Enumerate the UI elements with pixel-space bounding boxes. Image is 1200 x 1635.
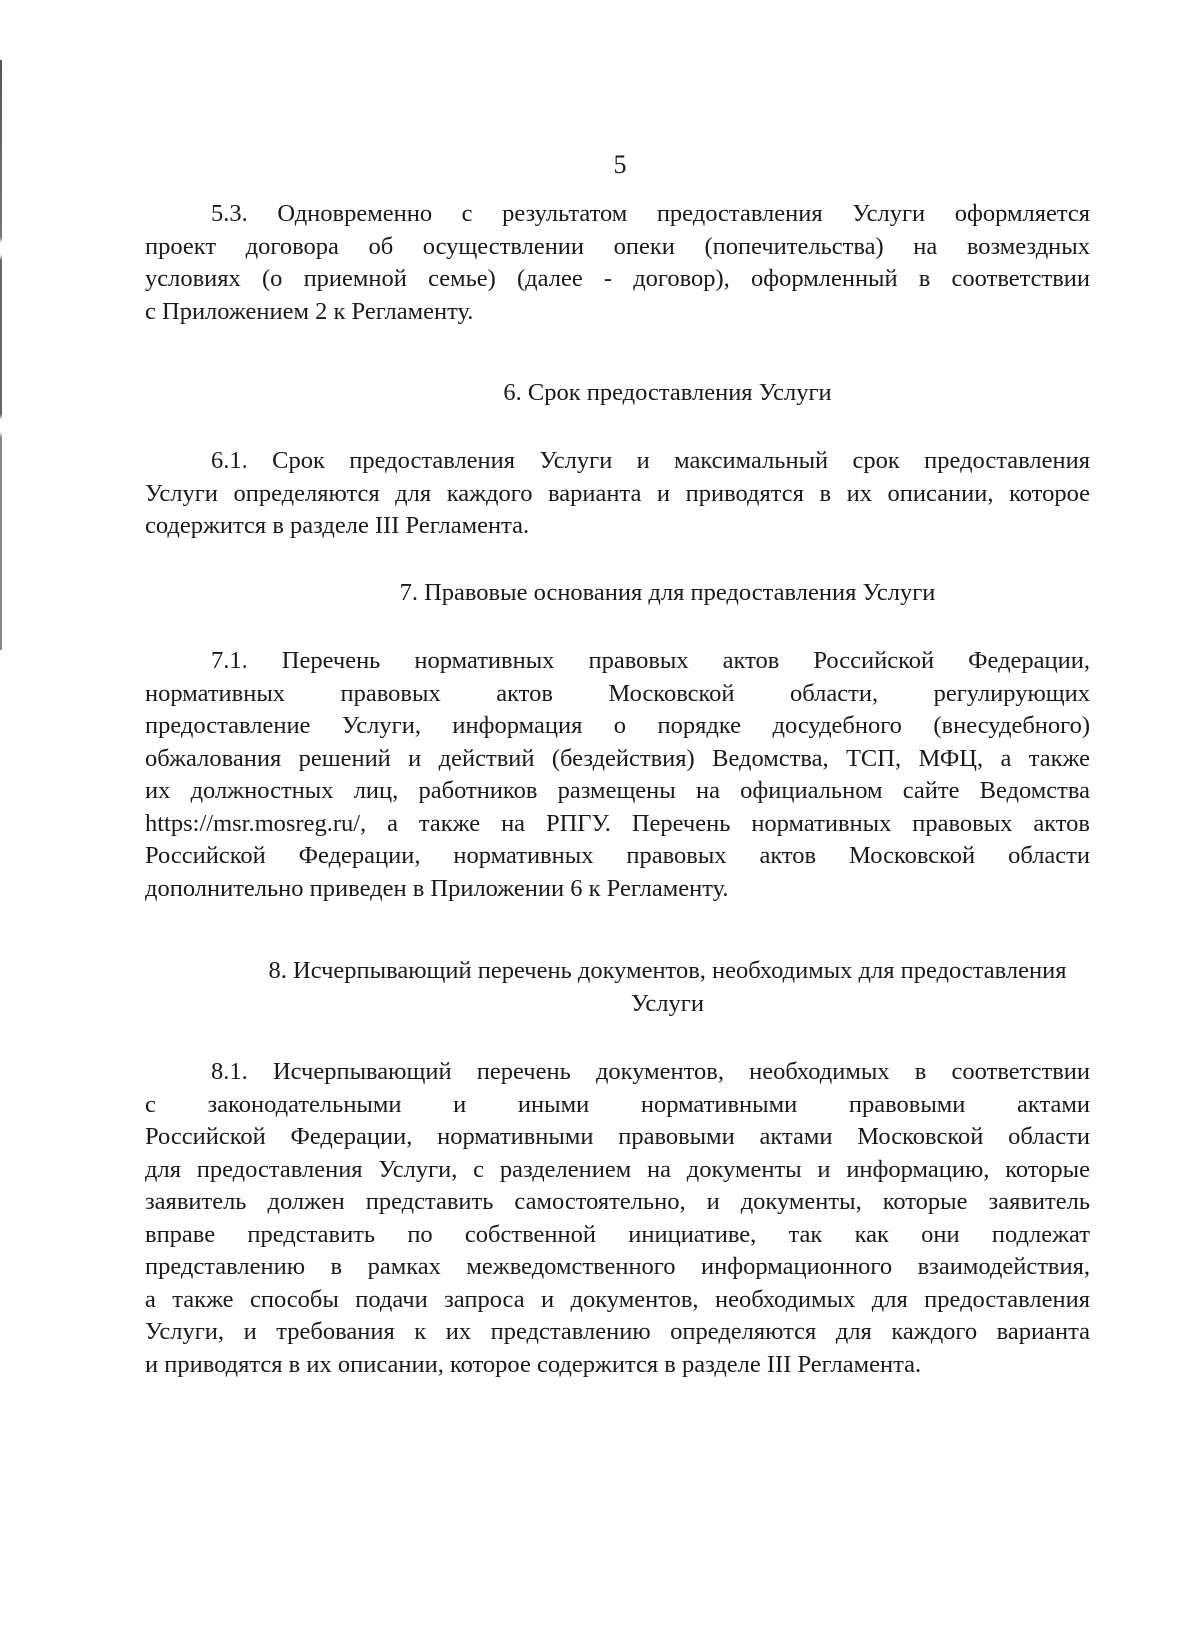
paragraph-7-1 bbox=[145, 645, 1090, 905]
paragraph-line: вправе представить по собственной инициативе, так как они подлежат bbox=[145, 1220, 1090, 1248]
paragraph-5-3 bbox=[145, 198, 1090, 328]
heading-line: 8. Исчерпывающий перечень документов, необходимых для предоставления bbox=[268, 957, 1067, 984]
paragraph-line: Российской Федерации, нормативными правовыми актами Московской области bbox=[145, 1123, 1090, 1150]
paragraph-line: с Приложением 2 к Регламенту. bbox=[145, 297, 474, 325]
paragraph-line: проект договора об осуществлении опеки (попечительства) на возмездных bbox=[145, 232, 1090, 260]
paragraph-line: а также способы подачи запроса и документов, необходимых для предоставления bbox=[145, 1285, 1090, 1313]
section-heading-6 bbox=[145, 377, 1140, 410]
heading-line: 6. Срок предоставления Услуги bbox=[503, 379, 832, 406]
paragraph-line: заявитель должен представить самостоятельно, и документы, которые заявитель bbox=[145, 1188, 1090, 1215]
paragraph-line: Услуги определяются для каждого варианта и приводятся в их описании, которое bbox=[145, 479, 1090, 507]
heading-line: 7. Правовые основания для предоставления Услуги bbox=[399, 579, 936, 606]
paragraph-line: содержится в разделе III Регламента. bbox=[145, 512, 530, 539]
paragraph-line: с законодательными и иными нормативными правовыми актами bbox=[145, 1090, 1090, 1118]
paragraph-line: 5.3. Одновременно с результатом предоставления Услуги оформляется bbox=[211, 200, 1090, 227]
paragraph-line: обжалования решений и действий (бездействия) Ведомства, ТСП, МФЦ, а также bbox=[145, 744, 1090, 772]
heading-line: Услуги bbox=[631, 989, 704, 1017]
paragraph-line: предоставление Услуги, информация о порядке досудебного (внесудебного) bbox=[145, 712, 1090, 739]
paragraph-line: для предоставления Услуги, с разделением на документы и информацию, которые bbox=[145, 1155, 1090, 1183]
paragraph-line: их должностных лиц, работников размещены на официальном сайте Ведомства bbox=[145, 777, 1090, 804]
paragraph-line: 7.1. Перечень нормативных правовых актов Российской Федерации, bbox=[211, 647, 1090, 674]
paragraph-line: и приводятся в их описании, которое содержится в разделе III Регламента. bbox=[145, 1350, 922, 1378]
paragraph-line: дополнительно приведен в Приложении 6 к Регламенту. bbox=[145, 874, 729, 902]
paragraph-line: Услуги, и требования к их представлению определяются для каждого варианта bbox=[145, 1318, 1090, 1345]
paragraph-line: условиях (о приемной семье) (далее - договор), оформленный в соответствии bbox=[145, 265, 1090, 292]
section-heading-8 bbox=[145, 955, 1140, 1020]
paragraph-6-1 bbox=[145, 445, 1090, 543]
paragraph-8-1 bbox=[145, 1056, 1090, 1381]
paragraph-line: 6.1. Срок предоставления Услуги и максимальный срок предоставления bbox=[211, 447, 1090, 474]
section-heading-7 bbox=[145, 577, 1140, 610]
paragraph-line: нормативных правовых актов Московской области, регулирующих bbox=[145, 679, 1090, 707]
page-number: 5 bbox=[613, 150, 627, 179]
paragraph-line: 8.1. Исчерпывающий перечень документов, необходимых в соответствии bbox=[211, 1058, 1090, 1085]
paragraph-line: представлению в рамках межведомственного информационного взаимодействия, bbox=[145, 1253, 1090, 1280]
paragraph-line: Российской Федерации, нормативных правовых актов Московской области bbox=[145, 842, 1090, 869]
scan-edge-mark bbox=[0, 60, 2, 650]
paragraph-line: https://msr.mosreg.ru/, а также на РПГУ. Перечень нормативных правовых актов bbox=[145, 809, 1090, 837]
